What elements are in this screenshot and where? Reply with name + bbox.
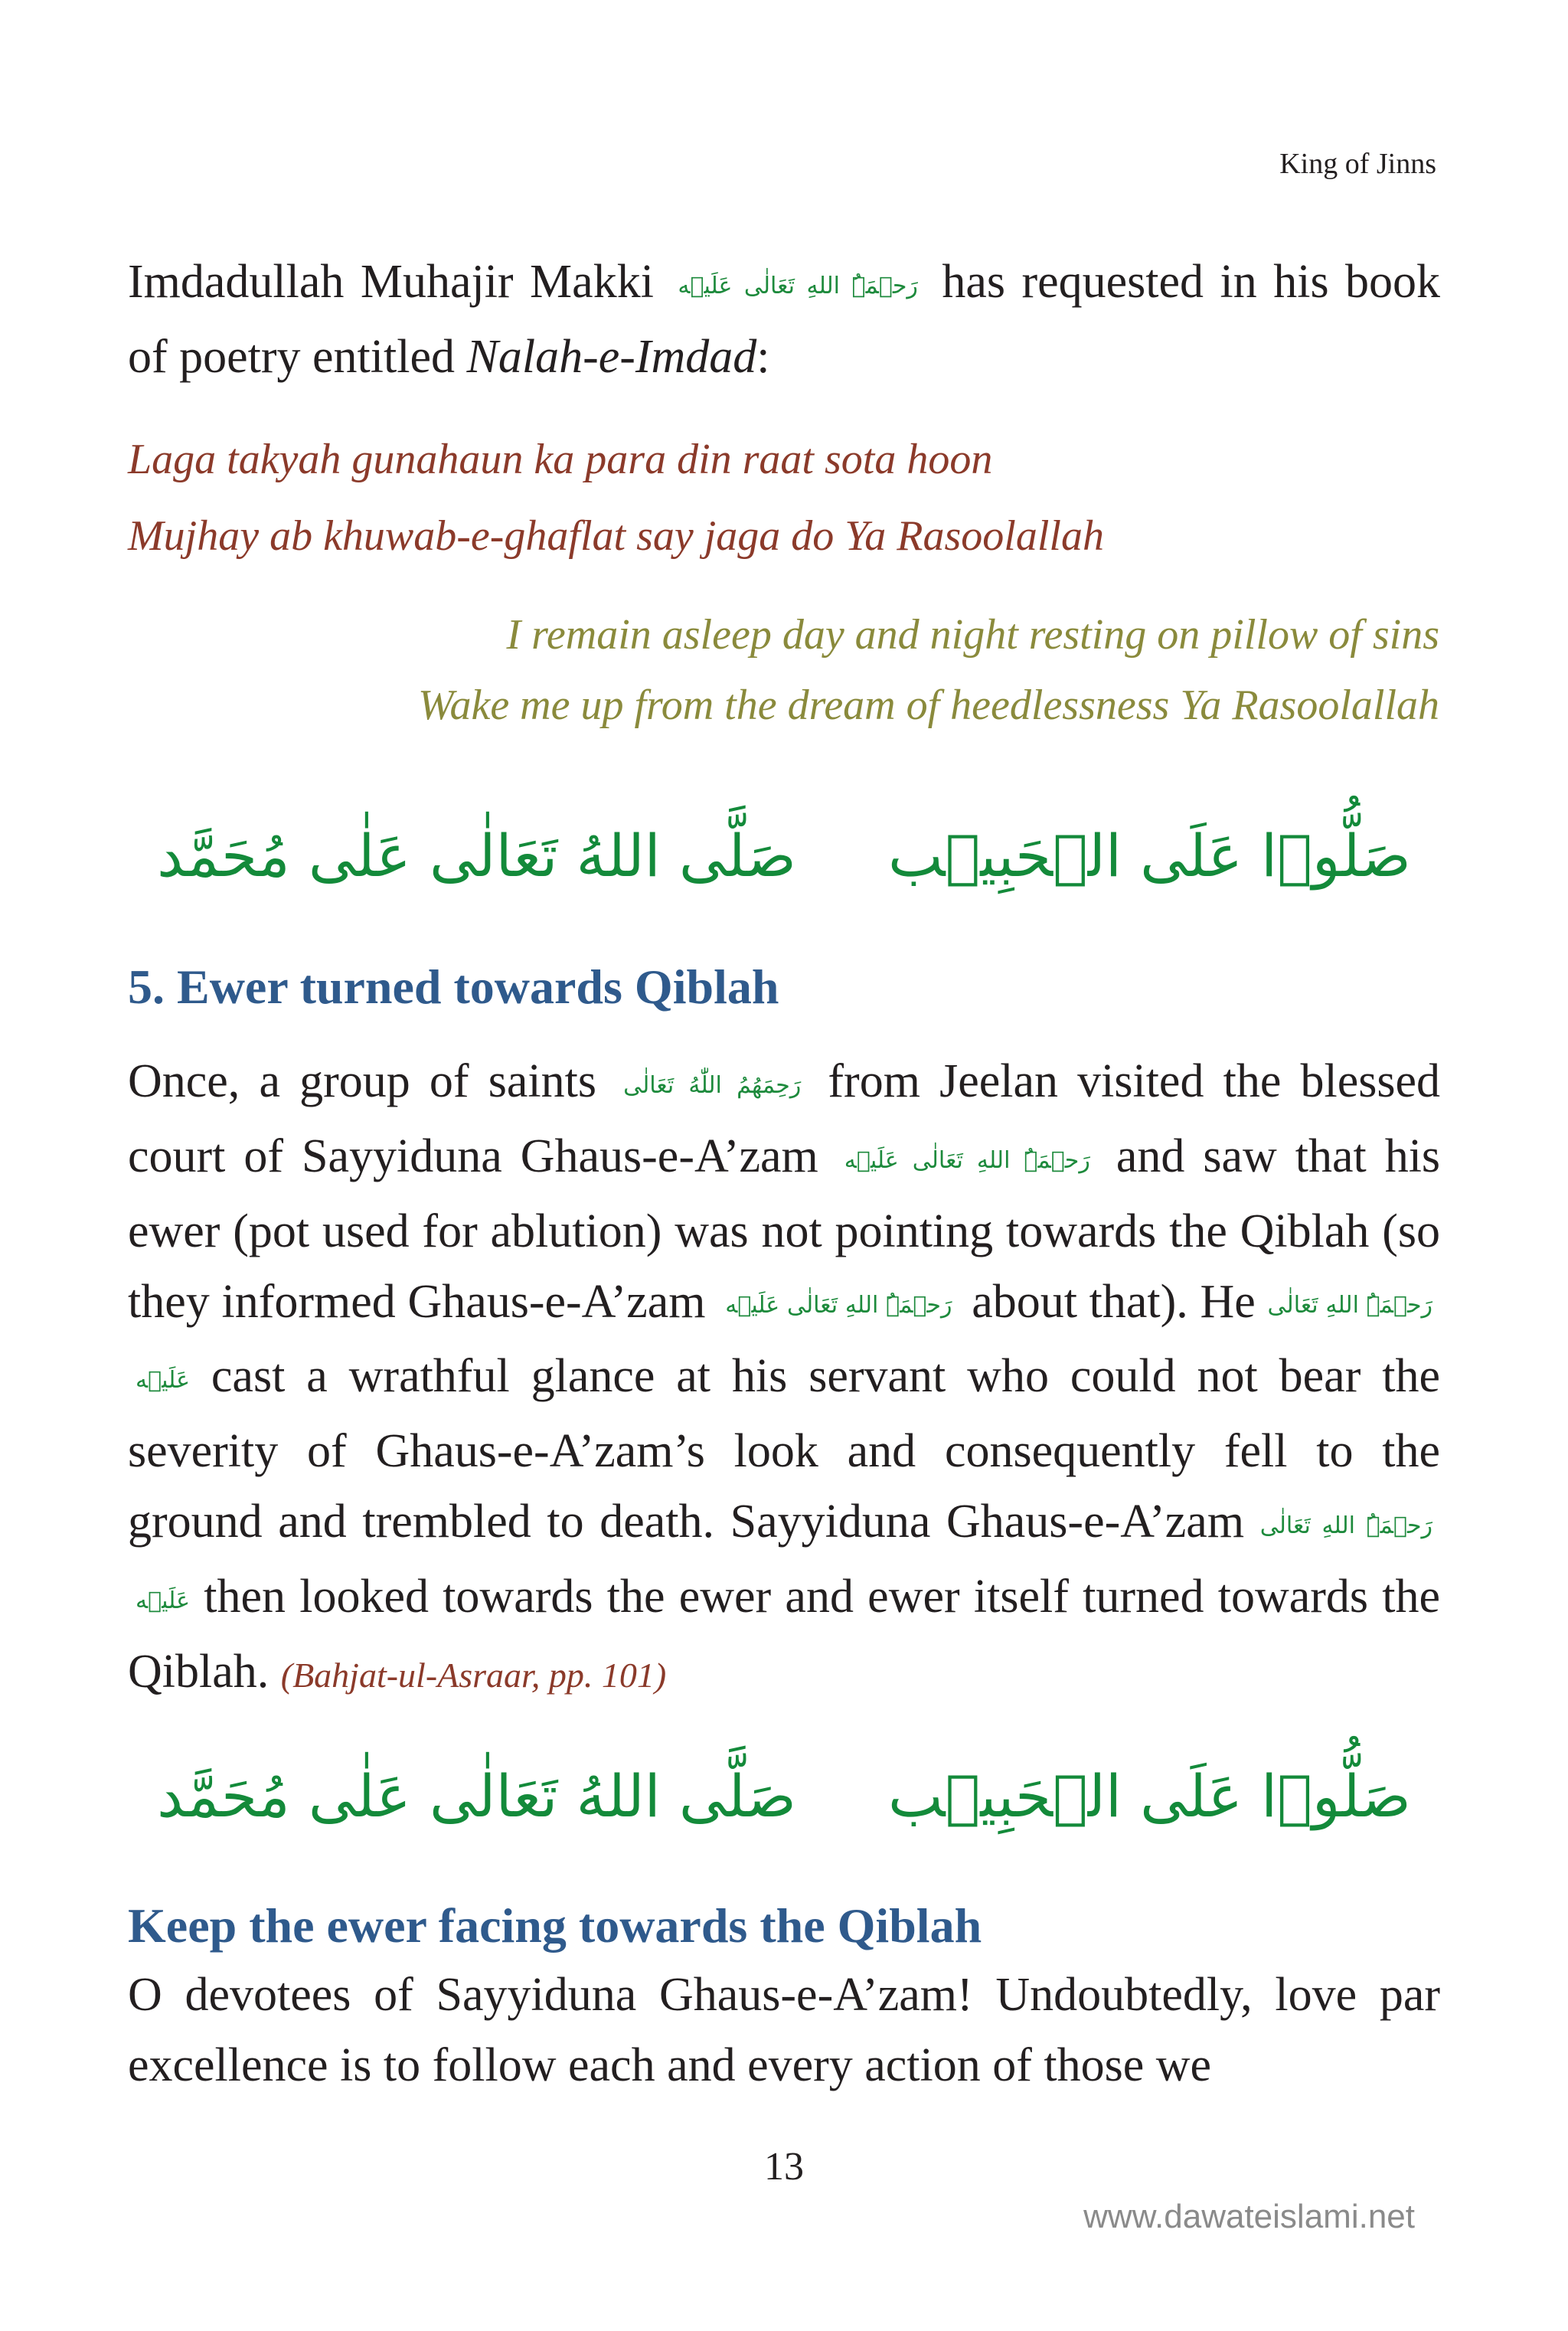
intro-text-1: Imdadullah Muhajir Makki — [128, 256, 654, 308]
honorific-arabic: رَحۡمَۃُ اللهِ تَعَالٰی عَلَیۡه — [678, 272, 918, 299]
durood-invocation — [0, 806, 1568, 905]
section-heading: Keep the ewer facing towards the Qiblah — [128, 1898, 982, 1953]
verse-english-line-1: I remain asleep day and night resting on pillow of sins — [506, 611, 1439, 659]
durood-invocation — [0, 1746, 1568, 1846]
verse-urdu-line-1: Laga takyah gunahaun ka para din raat sota hoon — [128, 436, 993, 483]
story-text: cast a wrathful glance at his servant who could not bear the severity of Ghaus-e-A’zam’s look and consequently fell to the ground and trembled to death. Sayyiduna Ghaus-e-A’zam — [128, 1350, 1440, 1548]
page-number: 13 — [764, 2145, 804, 2189]
running-head: King of Jinns — [1279, 148, 1436, 180]
website-url: www.dawateislami.net — [1083, 2198, 1415, 2235]
intro-text-3: : — [756, 330, 770, 383]
reference-citation: (Bahjat-ul-Asraar, pp. 101) — [280, 1655, 667, 1695]
section-heading: 5. Ewer turned towards Qiblah — [128, 960, 779, 1014]
honorific-arabic: رَحۡمَۃُ اللهِ تَعَالٰی عَلَیۡه — [136, 1292, 1433, 1394]
verse-english-line-2: Wake me up from the dream of heedlessness Ya Rasoolallah — [417, 682, 1439, 729]
verse-urdu-line-2: Mujhay ab khuwab-e-ghaflat say jaga do Ya Rasoolallah — [128, 512, 1104, 560]
durood-part-2: صَلَّی اللهُ تَعَالٰی عَلٰی مُحَمَّد — [157, 1761, 796, 1830]
durood-part-2: صَلَّی اللهُ تَعَالٰی عَلٰی مُحَمَّد — [157, 821, 796, 890]
durood-part-1: صَلُّوۡا عَلَی الۡحَبِیۡب — [887, 821, 1411, 890]
honorific-arabic: رَحۡمَۃُ اللهِ تَعَالٰی عَلَیۡه — [725, 1292, 952, 1319]
story-paragraph — [128, 1046, 1440, 1711]
story-text: and saw that his ewer (pot used for ablution) was not pointing towards the Qiblah (so they informed Ghaus-e-A’zam — [128, 1130, 1441, 1328]
durood-part-1: صَلُّوۡا عَلَی الۡحَبِیۡب — [887, 1761, 1411, 1830]
story-text: about that). He — [972, 1275, 1256, 1328]
honorific-arabic: رَحِمَهُمُ اللّٰهُ تَعَالٰی — [623, 1071, 802, 1099]
honorific-arabic: رَحۡمَۃُ اللهِ تَعَالٰی عَلَیۡه — [844, 1146, 1090, 1174]
intro-text-2: has requested in his book of poetry entitled — [128, 256, 1441, 383]
honorific-arabic: رَحۡمَۃُ اللهِ تَعَالٰی عَلَیۡه — [136, 1512, 1432, 1614]
closing-paragraph: O devotees of Sayyiduna Ghaus-e-A’zam! Undoubtedly, love par excellence is to follow each and every action of those we — [128, 1969, 1440, 2091]
story-text: from Jeelan visited the blessed court of Sayyiduna Ghaus-e-A’zam — [128, 1055, 1441, 1182]
book-title: Nalah-e-Imdad — [466, 330, 757, 383]
intro-paragraph — [128, 247, 1440, 392]
story-text: then looked towards the ewer and ewer itself turned towards the Qiblah. — [128, 1570, 1441, 1698]
story-text: Once, a group of saints — [128, 1055, 596, 1107]
